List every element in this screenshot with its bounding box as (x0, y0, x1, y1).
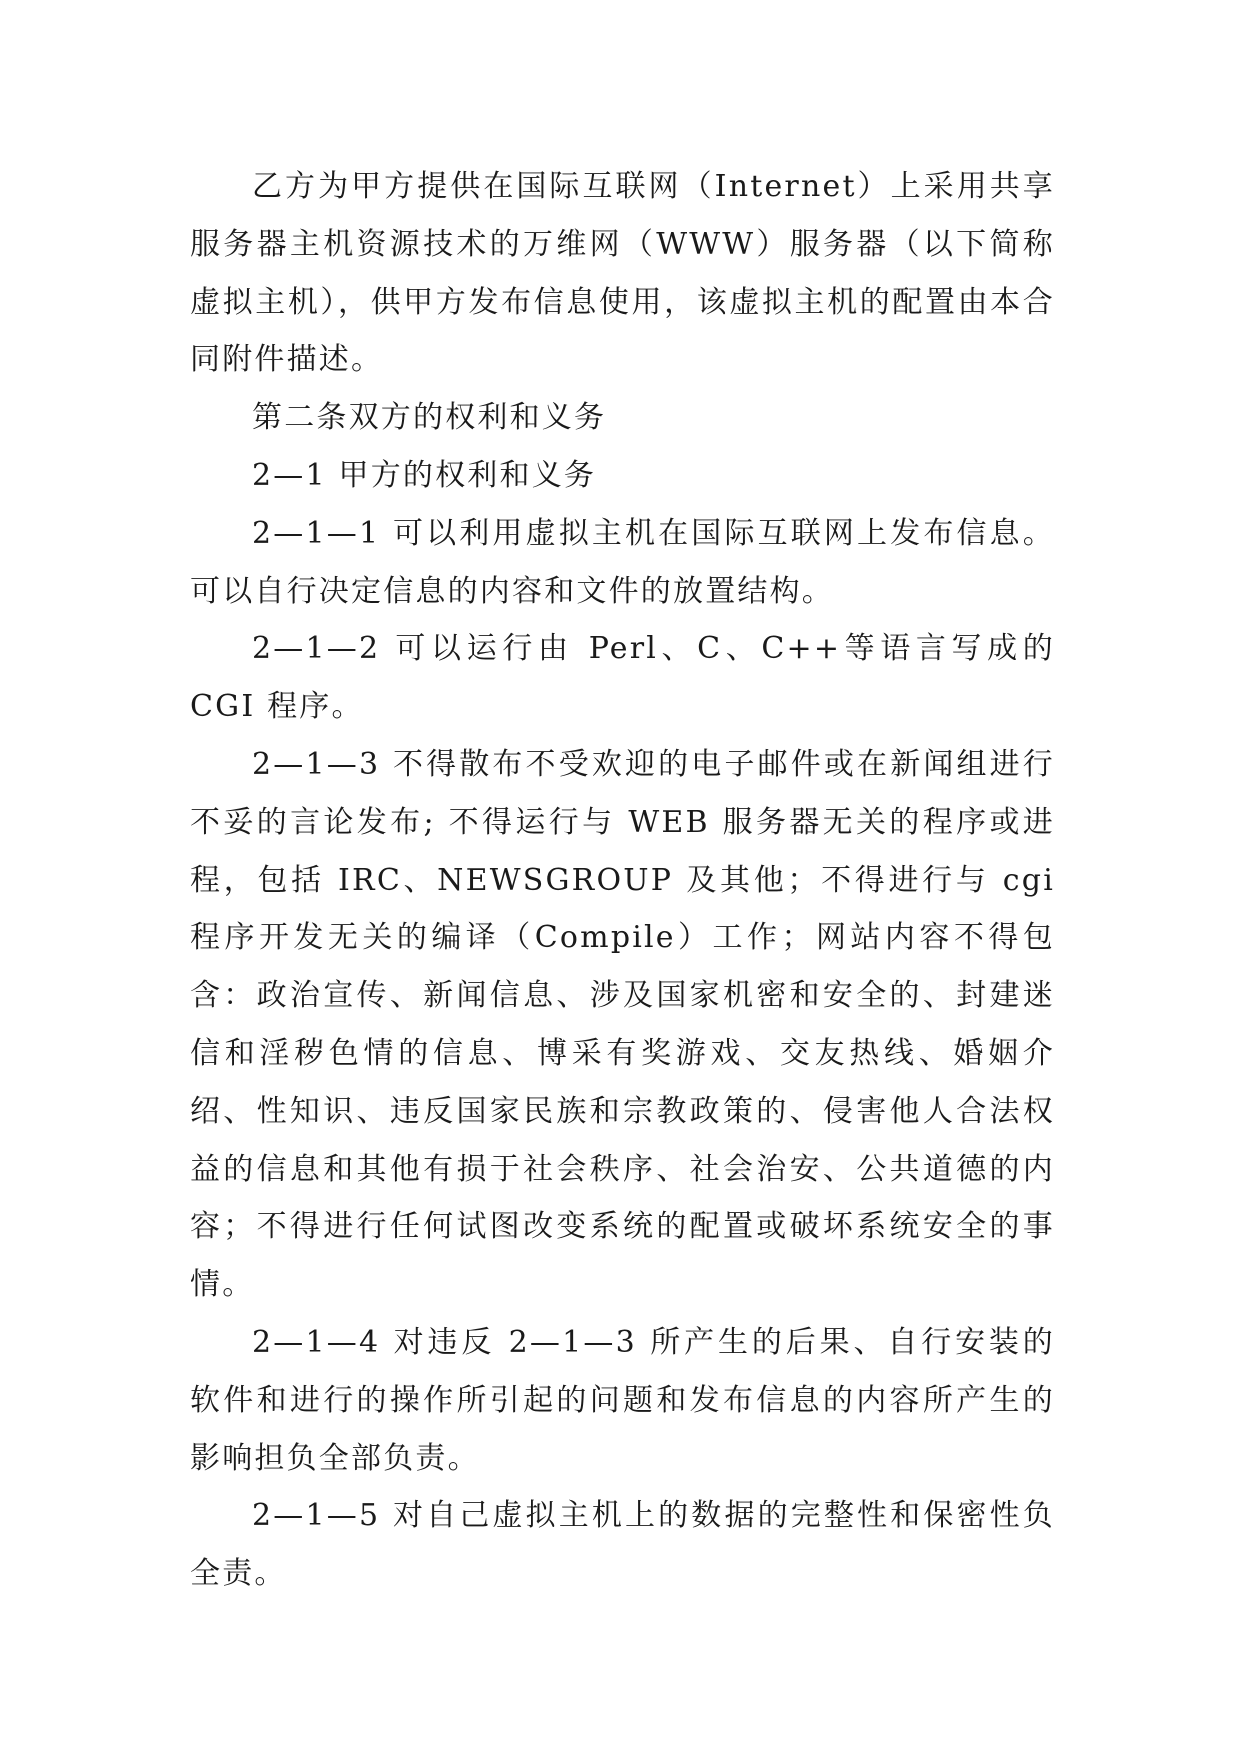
article-2-heading: 第二条双方的权利和义务 (252, 400, 607, 436)
clause-2-1-4: 2—1—4 对违反 2—1—3 所产生的后果、自行安装的软件和进行的操作所引起的问题和发布信息的内容所产生的影响担负全部负责。 (190, 1324, 1055, 1476)
section-2-1-heading: 2—1 甲方的权利和义务 (252, 457, 597, 493)
document-body (190, 158, 1055, 1603)
clause-2-1-5: 2—1—5 对自己虚拟主机上的数据的完整性和保密性负全责。 (190, 1498, 1055, 1592)
clause-2-1-1: 2—1—1 可以利用虚拟主机在国际互联网上发布信息。可以自行决定信息的内容和文件的放置结构。 (190, 515, 1055, 609)
paragraph-service-description: 乙方为甲方提供在国际互联网（Internet）上采用共享服务器主机资源技术的万维网（WWW）服务器（以下简称虚拟主机），供甲方发布信息使用，该虚拟主机的配置由本合同附件描述。 (190, 169, 1055, 378)
clause-2-1-3: 2—1—3 不得散布不受欢迎的电子邮件或在新闻组进行不妥的言论发布; 不得运行与 WEB 服务器无关的程序或进程，包括 IRC、NEWSGROUP 及其他；不得进行与 cgi 程序开发无关的编译（Compile）工作；网站内容不得包含：政治宣传、新闻信息、涉及国家机密和安全的、封建迷信和淫秽色情的信息、博采有奖游戏、交友热线、婚姻介绍、性知识、违反国家民族和宗教政策的、侵害他人合法权益的信息和其他有损于社会秩序、社会治安、公共道德的内容；不得进行任何试图改变系统的配置或破坏系统安全的事情。 (190, 746, 1055, 1303)
clause-2-1-2: 2—1—2 可以运行由 Perl、C、C++等语言写成的 CGI 程序。 (190, 631, 1055, 725)
